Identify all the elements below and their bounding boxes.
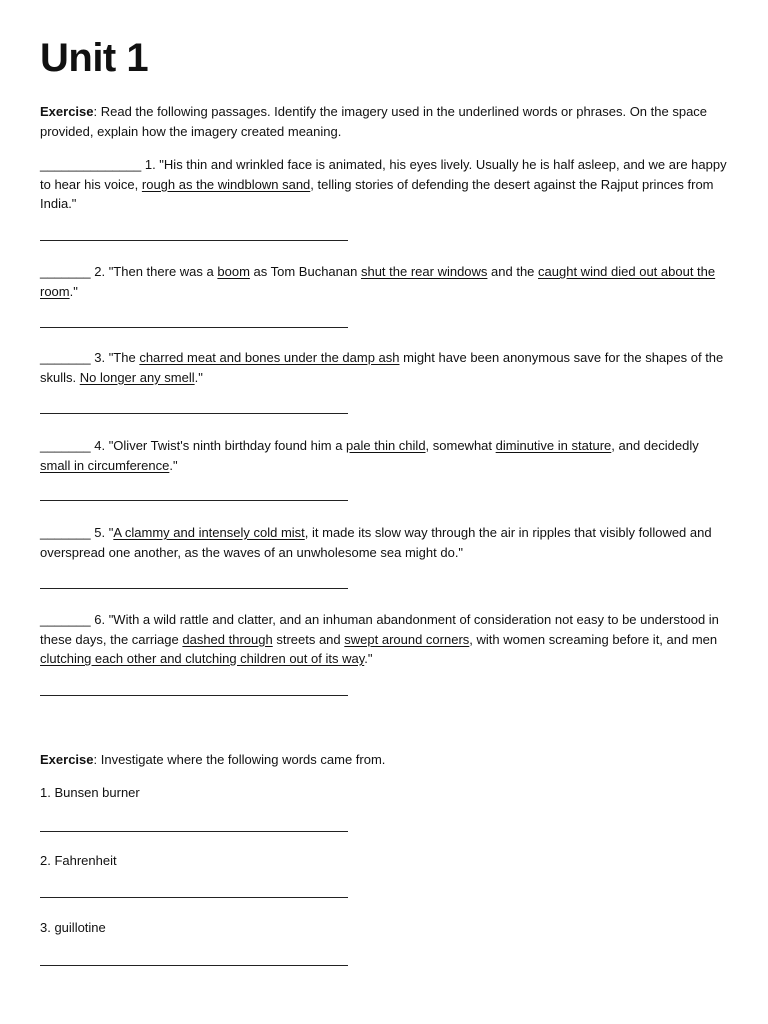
passage-text: , with women screaming before it, and men (469, 631, 718, 647)
underlined-phrase: diminutive in stature (495, 438, 612, 453)
answer-line-4[interactable] (40, 500, 348, 501)
passage-4 (40, 436, 730, 475)
passage-text: might have been anonymous save for the shapes of the skulls. (40, 350, 724, 385)
underlined-phrase: small in circumference (40, 457, 170, 473)
exercise1-label: Exercise (40, 104, 94, 119)
word-item-2: 2. Fahrenheit (40, 853, 117, 868)
passage-text: , it made its slow way through the air in ripples that visibly followed and overspread one another, as the waves of an unwholesome sea might do." (40, 525, 712, 560)
underlined-phrase: No longer any smell (79, 369, 195, 385)
page-title: Unit 1 (40, 36, 149, 80)
passage-text: 3. "The (90, 350, 140, 365)
passage-5 (40, 523, 730, 562)
passage-blank[interactable]: _______ (40, 438, 91, 453)
underlined-phrase: boom (217, 264, 250, 279)
exercise1-instruction-text: : Read the following passages. Identify the imagery used in the underlined words or phrases. On the space provided, explain how the imagery created meaning. (40, 104, 708, 139)
exercise2-instruction (40, 750, 730, 770)
answer-line-2[interactable] (40, 327, 348, 328)
underlined-phrase: shut the rear windows (360, 264, 488, 279)
passage-text: 6. "With a wild rattle and clatter, and an inhuman abandonment of consideration not easy to be understood in these days, the carriage (40, 612, 719, 647)
exercise2-instruction-text: : Investigate where the following words came from. (93, 752, 386, 767)
passage-text: ." (364, 651, 373, 666)
passage-blank[interactable]: _______ (40, 350, 91, 365)
exercise2-label: Exercise (40, 752, 94, 767)
underlined-phrase: pale thin child (346, 438, 426, 453)
passage-blank[interactable]: ______________ (40, 157, 142, 172)
passage-blank[interactable]: _______ (40, 612, 91, 627)
underlined-phrase: caught wind died out about the room (40, 264, 716, 299)
passage-1 (40, 155, 730, 214)
passage-text: , telling stories of defending the desert against the Rajput princes from India." (40, 176, 714, 211)
underlined-phrase: rough as the windblown sand (141, 176, 311, 192)
answer-line-1[interactable] (40, 240, 348, 241)
passage-text: and the (487, 264, 539, 279)
passage-text: 5. " (90, 525, 114, 540)
passage-text: , somewhat (425, 438, 496, 453)
passage-2 (40, 262, 730, 301)
word-answer-line-2[interactable] (40, 897, 348, 898)
passage-text: 4. "Oliver Twist's ninth birthday found him a (90, 438, 347, 453)
passage-blank[interactable]: _______ (40, 525, 91, 540)
passage-text: 2. "Then there was a (90, 264, 218, 279)
answer-line-3[interactable] (40, 413, 348, 414)
passage-text: streets and (272, 631, 345, 647)
passage-text: 1. "His thin and wrinkled face is animated, his eyes lively. Usually he is half asleep, and we are happy to hear his voice, (40, 157, 727, 192)
underlined-phrase: charred meat and bones under the damp ash (139, 350, 400, 365)
word-item-1: 1. Bunsen burner (40, 785, 140, 800)
passage-3 (40, 348, 730, 387)
exercise1-instruction (40, 102, 730, 141)
passage-text: ." (69, 283, 78, 299)
passage-6 (40, 610, 730, 669)
passage-text: ." (194, 369, 203, 385)
underlined-phrase: clutching each other and clutching children out of its way (40, 651, 365, 666)
underlined-phrase: A clammy and intensely cold mist (113, 525, 305, 540)
passage-text: , and decidedly (611, 438, 699, 453)
passage-text: ." (169, 457, 178, 473)
word-item-3: 3. guillotine (40, 920, 106, 935)
answer-line-5[interactable] (40, 588, 348, 589)
underlined-phrase: dashed through (182, 631, 273, 647)
passage-text: as Tom Buchanan (249, 264, 361, 279)
answer-line-6[interactable] (40, 695, 348, 696)
word-answer-line-1[interactable] (40, 831, 348, 832)
underlined-phrase: swept around corners (344, 631, 470, 647)
passage-blank[interactable]: _______ (40, 264, 91, 279)
word-answer-line-3[interactable] (40, 965, 348, 966)
